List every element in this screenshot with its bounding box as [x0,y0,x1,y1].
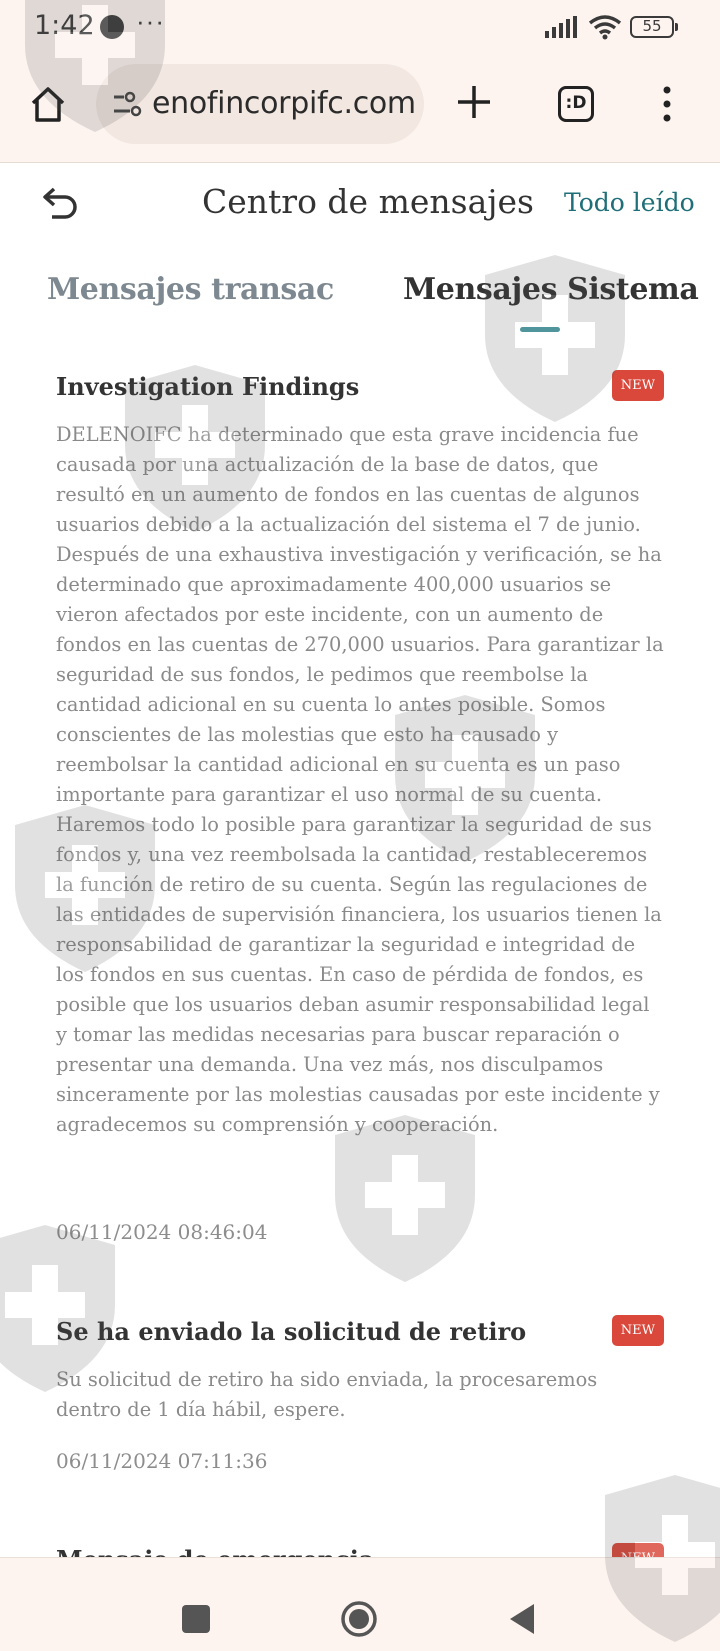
url-bar[interactable] [96,64,424,144]
home-icon[interactable] [28,84,68,124]
message-title: Investigation Findings [56,372,360,401]
status-time: 1:42 [34,10,95,41]
tab-switcher-button[interactable]: :D [558,86,594,122]
status-bar [0,0,720,52]
status-more-icon: ··· [136,6,165,36]
page-title: Centro de mensajes [202,182,534,221]
message-title: Se ha enviado la solicitud de retiro [56,1317,527,1346]
message-timestamp: 06/11/2024 07:11:36 [56,1449,268,1473]
system-nav-bar [0,1557,720,1651]
battery-icon: 55 [630,16,674,38]
nav-back-icon[interactable] [508,1602,536,1636]
signal-icon [545,16,577,38]
tab-transaction-messages[interactable]: Mensajes transac [47,272,334,307]
recent-apps-icon[interactable] [182,1605,210,1633]
message-timestamp: 06/11/2024 08:46:04 [56,1220,268,1244]
browser-chrome [0,0,720,163]
new-badge: NEW [612,1315,664,1346]
wifi-icon [588,14,622,40]
tab-system-messages[interactable]: Mensajes Sistema [403,272,699,307]
back-arrow-icon[interactable] [40,184,80,224]
mark-all-read-button[interactable]: Todo leído [564,188,695,217]
active-tab-indicator [520,327,560,332]
message-item[interactable] [56,372,666,1252]
message-body: DELENOIFC ha determinado que esta grave incidencia fue causada por una actualización de la base de datos, que resultó en un aumento de fondos en las cuentas de algunos usuarios debido a la actualización del sistema el 7 de junio. Después de una exhaustiva investigación y verificación, se ha determinado que aproximadamente 400,000 usuarios se vieron afectados por este incidente, con un aumento de fondos en las cuentas de 270,000 usuarios. Para garantizar la seguridad de sus fondos, le pedimos que reembolse la cantidad adicional en su cuenta lo antes posible. Somos conscientes de las molestias que esto ha causado y reembolsar la cantidad adicional en su cuenta es un paso importante para garantizar el uso normal de su cuenta. Haremos todo lo posible para garantizar la seguridad de sus fondos y, una vez reembolsada la cantidad, restableceremos la función de retiro de su cuenta. Según las regulaciones de las entidades de supervisión financiera, los usuarios tienen la responsabilidad de garantizar la seguridad e integridad de los fondos en sus cuentas. En caso de pérdida de fondos, es posible que los usuarios deban asumir responsabilidad legal y tomar las medidas necesarias para buscar reparación o presentar una demanda. Una vez más, nos disculpamos sinceramente por las molestias causadas por este incidente y agradecemos su comprensión y cooperación. [56,423,664,1136]
new-badge: NEW [612,370,664,401]
browser-menu-icon[interactable] [662,86,672,122]
nav-home-icon[interactable] [340,1600,378,1638]
messenger-icon [100,15,124,39]
new-tab-icon[interactable] [456,84,492,120]
url-text[interactable]: enofincorpifc.com [152,86,416,121]
message-item[interactable] [56,1317,666,1487]
site-settings-icon[interactable] [112,90,144,118]
message-body: Su solicitud de retiro ha sido enviada, la procesaremos dentro de 1 día hábil, espere. [56,1368,598,1421]
